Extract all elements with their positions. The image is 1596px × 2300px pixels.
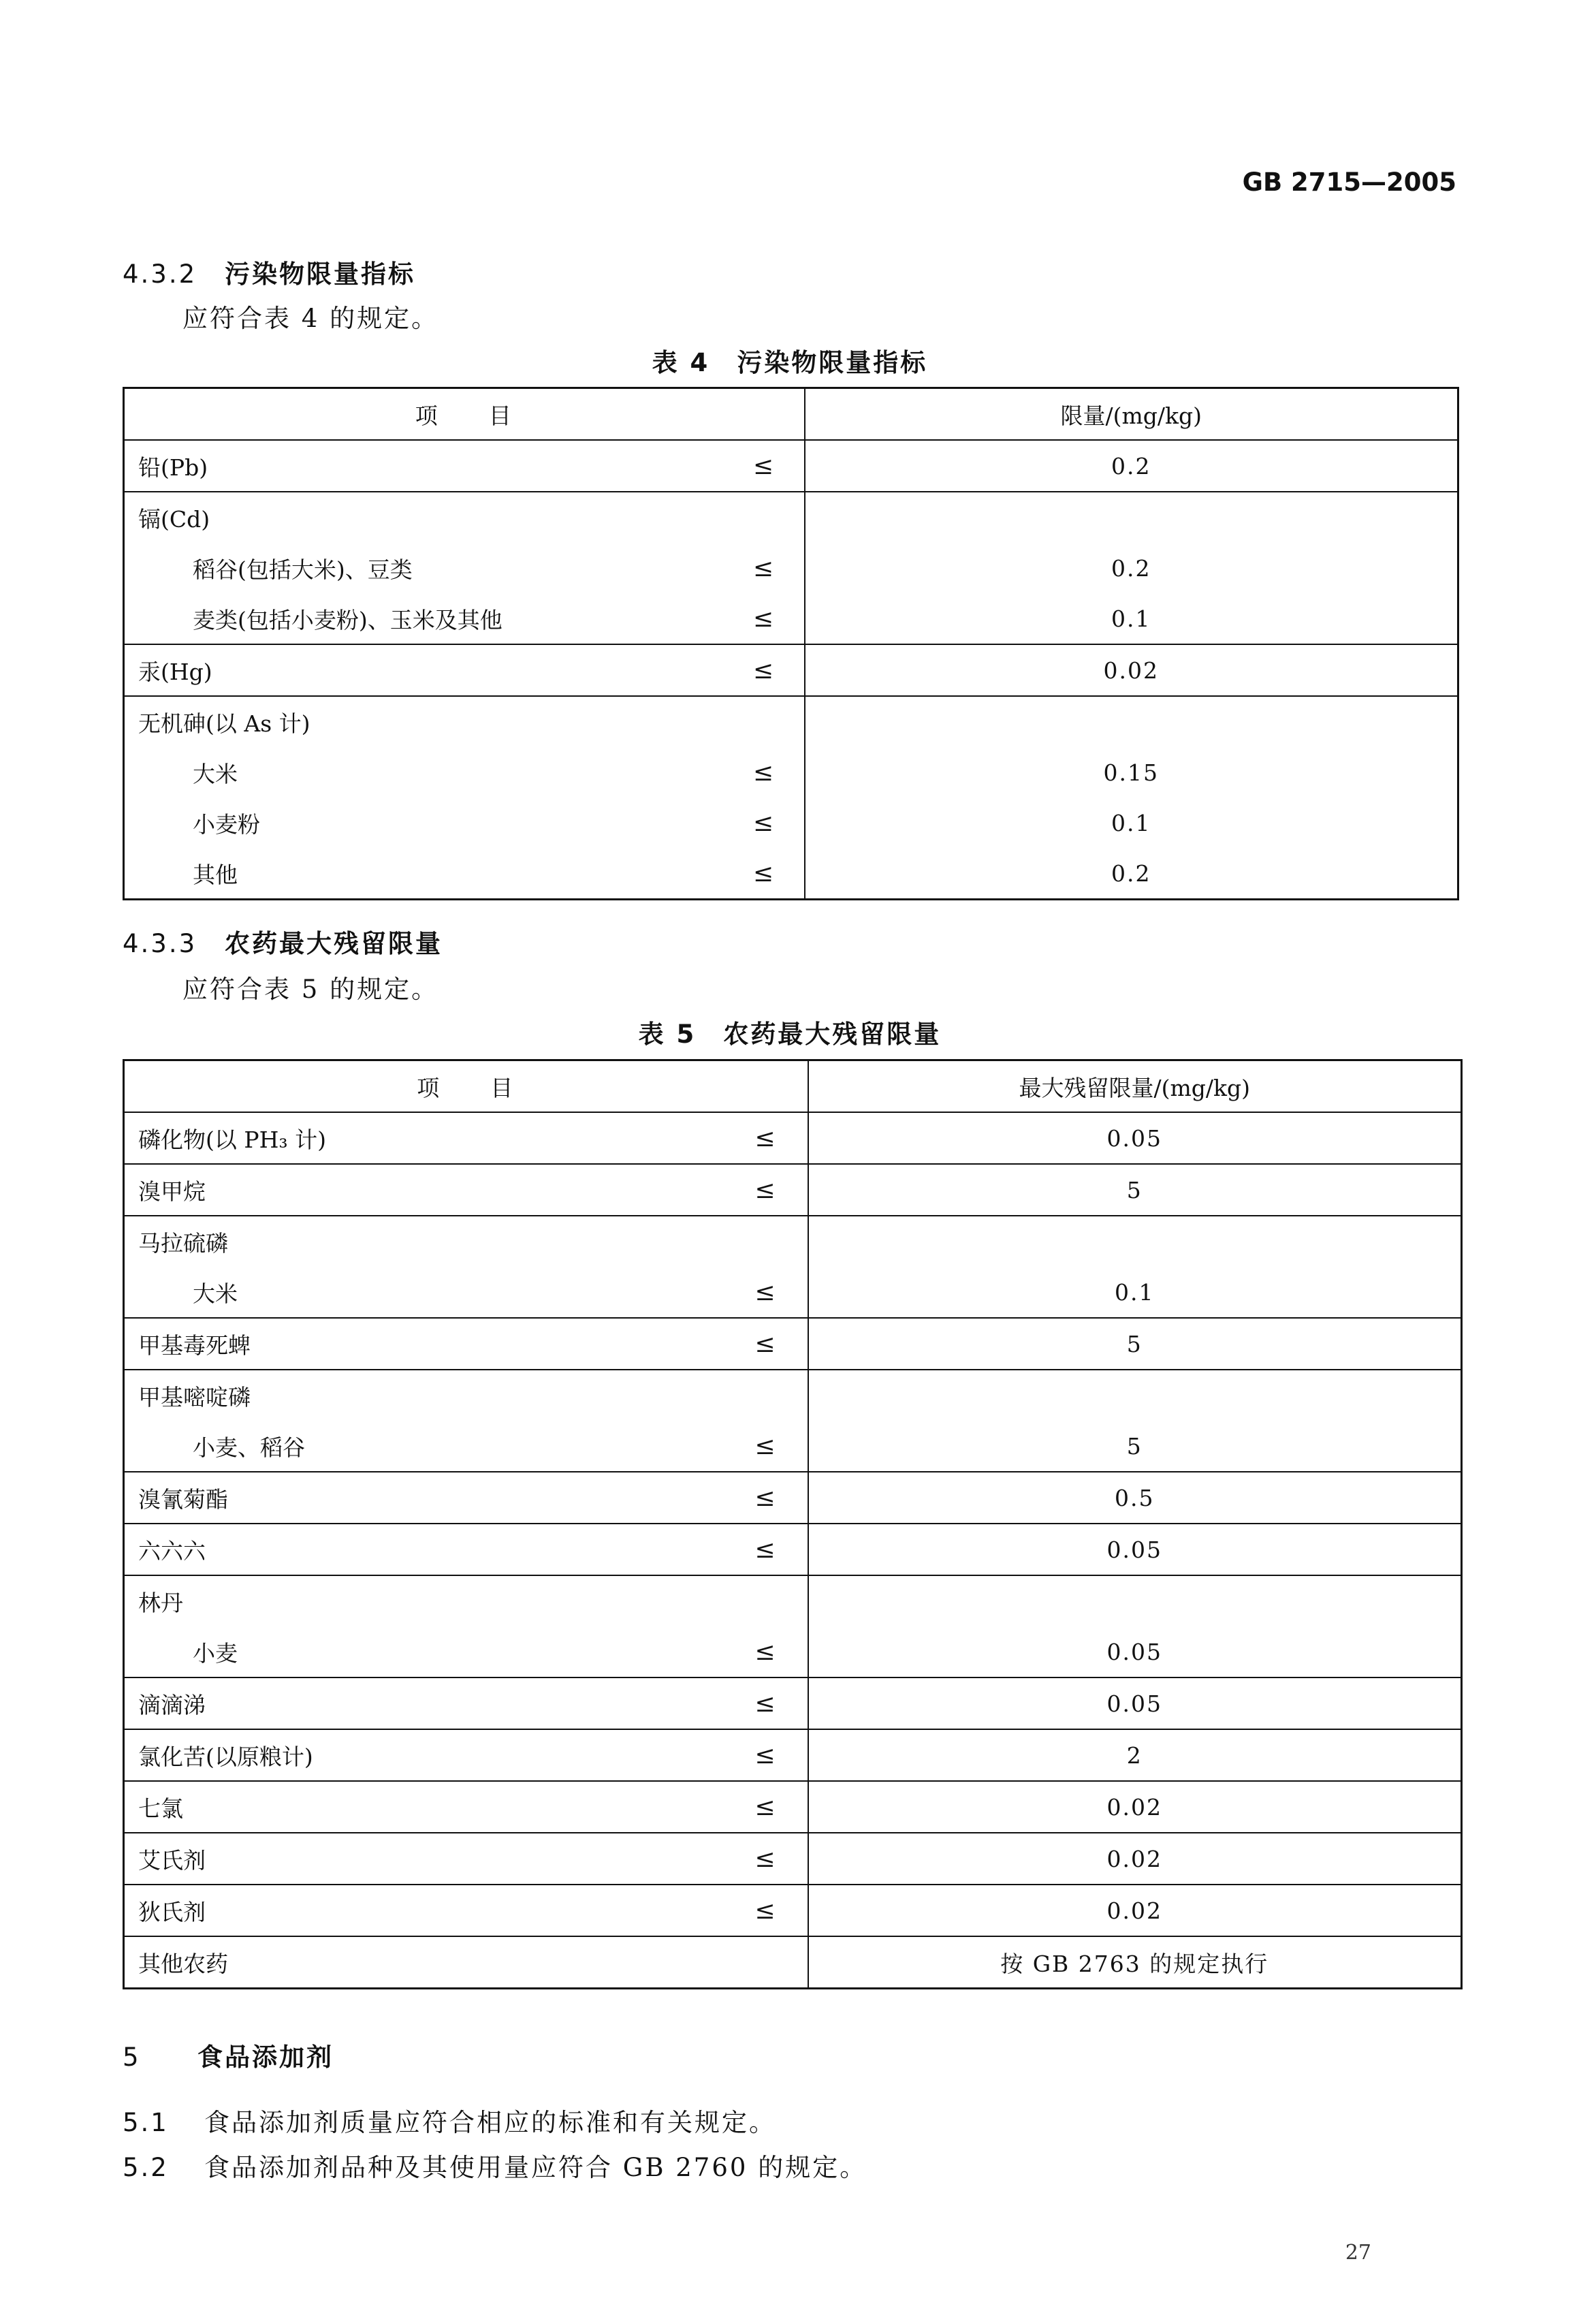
row-value: 0.2 bbox=[1111, 860, 1151, 887]
le-symbol bbox=[723, 1370, 808, 1421]
le-symbol: ≤ bbox=[723, 1885, 808, 1936]
le-symbol: ≤ bbox=[723, 798, 805, 848]
row-name: 马拉硫磷 bbox=[124, 1216, 723, 1267]
table-row bbox=[124, 1318, 1462, 1370]
le-symbol bbox=[723, 696, 805, 747]
row-value bbox=[808, 1216, 1462, 1267]
row-value: 5 bbox=[808, 1318, 1462, 1370]
row-name: 磷化物(以 PH₃ 计) bbox=[138, 1126, 326, 1153]
column-header-value: 限量/(mg/kg) bbox=[805, 388, 1458, 441]
column-header-item: 项 目 bbox=[124, 1060, 808, 1113]
row-value: 5 bbox=[808, 1164, 1462, 1216]
le-symbol: ≤ bbox=[723, 593, 805, 644]
row-value: 0.1 bbox=[1111, 605, 1151, 632]
row-name: 其他农药 bbox=[124, 1936, 723, 1989]
row-name: 七氯 bbox=[124, 1781, 723, 1833]
table-row bbox=[124, 798, 1458, 848]
le-symbol: ≤ bbox=[723, 1472, 808, 1524]
table-row bbox=[124, 1781, 1462, 1833]
table-header-row bbox=[124, 1060, 1462, 1113]
caption-number: 表 5 bbox=[638, 1020, 697, 1049]
row-value: 0.1 bbox=[1111, 809, 1151, 836]
le-symbol: ≤ bbox=[723, 1781, 808, 1833]
section-number: 4.3.3 bbox=[123, 929, 197, 958]
row-name: 麦类(包括小麦粉)、玉米及其他 bbox=[193, 606, 502, 633]
section-5-heading bbox=[123, 2036, 334, 2073]
le-symbol: ≤ bbox=[723, 848, 805, 900]
row-value: 0.05 bbox=[1106, 1124, 1162, 1152]
row-value bbox=[805, 696, 1458, 747]
table-row bbox=[124, 696, 1458, 747]
le-symbol: ≤ bbox=[723, 1833, 808, 1885]
row-value: 0.02 bbox=[805, 644, 1458, 696]
table-row bbox=[124, 1370, 1462, 1421]
row-name: 滴滴涕 bbox=[124, 1677, 723, 1729]
le-symbol bbox=[723, 1216, 808, 1267]
section-title: 食品添加剂 bbox=[197, 2043, 334, 2072]
row-value: 0.02 bbox=[808, 1885, 1462, 1936]
le-symbol: ≤ bbox=[723, 543, 805, 593]
row-value: 0.1 bbox=[1115, 1278, 1155, 1306]
le-symbol: ≤ bbox=[723, 1112, 808, 1164]
section-number: 5.2 bbox=[123, 2153, 169, 2182]
le-symbol: ≤ bbox=[723, 1421, 808, 1472]
caption-title: 污染物限量指标 bbox=[737, 348, 928, 377]
row-name: 镉(Cd) bbox=[124, 492, 723, 543]
le-symbol: ≤ bbox=[723, 1524, 808, 1575]
table-row bbox=[124, 1626, 1462, 1677]
le-symbol: ≤ bbox=[723, 1267, 808, 1318]
section-number: 5 bbox=[123, 2043, 141, 2072]
section-title: 污染物限量指标 bbox=[225, 259, 415, 289]
section-4-3-2-heading bbox=[123, 253, 415, 290]
row-value bbox=[808, 1575, 1462, 1626]
row-name: 林丹 bbox=[124, 1575, 723, 1626]
table-row bbox=[124, 1112, 1462, 1164]
row-name: 艾氏剂 bbox=[124, 1833, 723, 1885]
section-4-3-3-text: 应符合表 5 的规定。 bbox=[182, 975, 439, 1004]
table-5-caption bbox=[123, 1013, 1457, 1050]
table-row bbox=[124, 1885, 1462, 1936]
table-5 bbox=[123, 1059, 1463, 1989]
row-value: 0.2 bbox=[1111, 452, 1151, 479]
row-name: 铅(Pb) bbox=[138, 454, 208, 481]
table-row bbox=[124, 1216, 1462, 1267]
section-text: 食品添加剂质量应符合相应的标准和有关规定。 bbox=[204, 2108, 776, 2137]
row-value: 0.05 bbox=[808, 1524, 1462, 1575]
row-value: 2 bbox=[808, 1729, 1462, 1781]
table-row bbox=[124, 593, 1458, 644]
table-4 bbox=[123, 387, 1459, 900]
section-title: 农药最大残留限量 bbox=[225, 929, 443, 958]
row-name: 溴甲烷 bbox=[124, 1164, 723, 1216]
le-symbol bbox=[723, 1575, 808, 1626]
row-name: 氯化苦(以原粮计) bbox=[124, 1729, 723, 1781]
row-name: 小麦、稻谷 bbox=[193, 1434, 305, 1461]
le-symbol: ≤ bbox=[723, 1626, 808, 1677]
table-row bbox=[124, 1575, 1462, 1626]
row-value: 0.05 bbox=[1106, 1638, 1162, 1665]
le-symbol: ≤ bbox=[723, 644, 805, 696]
column-header-value: 最大残留限量/(mg/kg) bbox=[808, 1060, 1462, 1113]
table-row bbox=[124, 1833, 1462, 1885]
table-row bbox=[124, 1267, 1462, 1318]
row-name: 小麦粉 bbox=[193, 810, 260, 838]
table-row bbox=[124, 1936, 1462, 1989]
row-name: 小麦 bbox=[193, 1639, 238, 1667]
table-row bbox=[124, 1524, 1462, 1575]
row-value bbox=[805, 492, 1458, 543]
table-row bbox=[124, 848, 1458, 900]
row-value: 0.02 bbox=[808, 1833, 1462, 1885]
le-symbol: ≤ bbox=[723, 1164, 808, 1216]
row-value: 0.02 bbox=[808, 1781, 1462, 1833]
row-name: 大米 bbox=[193, 1280, 238, 1307]
row-name: 狄氏剂 bbox=[124, 1885, 723, 1936]
row-name: 大米 bbox=[193, 760, 238, 787]
section-text: 食品添加剂品种及其使用量应符合 GB 2760 的规定。 bbox=[204, 2153, 867, 2182]
table-row bbox=[124, 1677, 1462, 1729]
table-row bbox=[124, 1164, 1462, 1216]
row-name: 六六六 bbox=[124, 1524, 723, 1575]
table-row bbox=[124, 644, 1458, 696]
table-row bbox=[124, 1472, 1462, 1524]
row-name: 其他 bbox=[193, 861, 238, 888]
row-value: 0.15 bbox=[1103, 759, 1159, 786]
le-symbol: ≤ bbox=[723, 747, 805, 798]
table-row bbox=[124, 543, 1458, 593]
section-4-3-2-text: 应符合表 4 的规定。 bbox=[182, 304, 439, 333]
section-5-2 bbox=[123, 2147, 867, 2184]
row-value: 0.2 bbox=[1111, 554, 1151, 582]
row-name: 无机砷(以 As 计) bbox=[124, 696, 723, 747]
section-number: 5.1 bbox=[123, 2108, 169, 2137]
table-4-caption bbox=[123, 342, 1457, 379]
row-name: 甲基嘧啶磷 bbox=[124, 1370, 723, 1421]
row-name: 溴氰菊酯 bbox=[124, 1472, 723, 1524]
le-symbol bbox=[723, 492, 805, 543]
table-row bbox=[124, 1421, 1462, 1472]
row-value: 0.05 bbox=[808, 1677, 1462, 1729]
row-value: 5 bbox=[1126, 1432, 1143, 1460]
row-value bbox=[808, 1370, 1462, 1421]
caption-title: 农药最大残留限量 bbox=[723, 1020, 942, 1049]
section-5-1 bbox=[123, 2102, 776, 2139]
column-header-item: 项 目 bbox=[124, 388, 805, 441]
page-number: 27 bbox=[1345, 2241, 1371, 2265]
table-row bbox=[124, 440, 1458, 492]
table-row bbox=[124, 747, 1458, 798]
row-value: 0.5 bbox=[808, 1472, 1462, 1524]
row-name: 稻谷(包括大米)、豆类 bbox=[193, 556, 413, 583]
standard-number: GB 2715—2005 bbox=[1242, 168, 1456, 197]
table-header-row bbox=[124, 388, 1458, 441]
row-value: 按 GB 2763 的规定执行 bbox=[808, 1936, 1462, 1989]
le-symbol: ≤ bbox=[723, 1729, 808, 1781]
row-name: 甲基毒死蜱 bbox=[124, 1318, 723, 1370]
le-symbol: ≤ bbox=[723, 1318, 808, 1370]
section-number: 4.3.2 bbox=[123, 259, 197, 289]
caption-number: 表 4 bbox=[652, 348, 710, 377]
le-symbol: ≤ bbox=[723, 1677, 808, 1729]
table-row bbox=[124, 1729, 1462, 1781]
section-4-3-3-heading bbox=[123, 923, 443, 960]
row-name: 汞(Hg) bbox=[124, 644, 723, 696]
le-symbol: ≤ bbox=[723, 440, 805, 492]
table-row bbox=[124, 492, 1458, 543]
le-symbol bbox=[723, 1936, 808, 1989]
